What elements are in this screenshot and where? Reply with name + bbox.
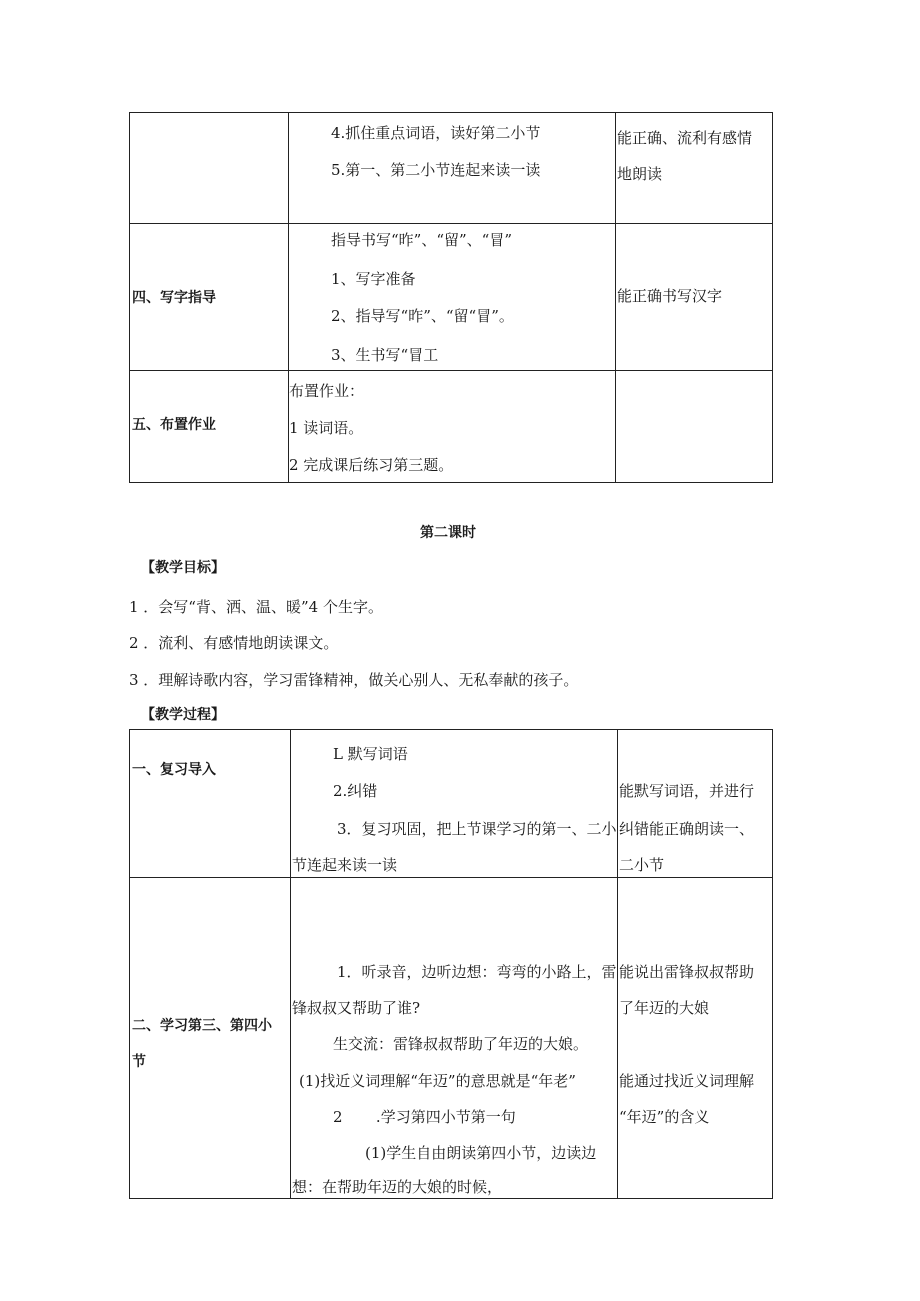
step-text: 布置作业： [289, 382, 365, 400]
step-text: 3、生书写“冒工 [331, 346, 439, 364]
table-row [130, 113, 773, 224]
process-heading: 【教学过程】 [141, 707, 225, 723]
step-text: 3．复习巩固，把上节课学习的第一、二小 [337, 820, 617, 838]
goal-cell [616, 371, 773, 483]
steps-cell [291, 730, 618, 878]
goal-text: 能通过找近义词理解 [619, 1072, 755, 1090]
goal-cell [618, 878, 773, 1199]
objective-item: 1 ．会写“背、洒、温、暖”4 个生字。 [129, 598, 383, 616]
stage-cell [130, 371, 289, 483]
stage-label: 一、复习导入 [132, 762, 216, 778]
step-text: 2.纠错 [333, 782, 378, 800]
step-text: L 默写词语 [333, 745, 408, 763]
goal-text: 了年迈的大娘 [619, 999, 710, 1017]
steps-cell [291, 878, 618, 1199]
stage-cell [130, 730, 291, 878]
step-text: 2 .学习第四小节第一句 [333, 1108, 516, 1126]
step-text: 4.抓住重点词语，读好第二小节 [331, 124, 541, 142]
lesson-plan-table-2 [129, 729, 773, 1199]
stage-cell [130, 878, 291, 1199]
stage-cell [130, 224, 289, 371]
step-text: 2、指导写“昨”、“留“冒”。 [331, 307, 514, 325]
step-text: 节连起来读一读 [292, 856, 398, 874]
steps-cell [289, 113, 616, 224]
step-text: 指导书写“昨”、“留”、“冒” [331, 231, 513, 249]
goal-text: 地朗读 [617, 165, 663, 183]
goal-text: 纠错能正确朗读一、 [619, 820, 755, 838]
step-text: 2 完成课后练习第三题。 [289, 456, 454, 474]
goal-text: “年迈”的含义 [619, 1108, 710, 1126]
goal-cell [616, 224, 773, 371]
table-row [130, 224, 773, 371]
table-row [130, 878, 773, 1199]
goal-text: 二小节 [619, 856, 665, 874]
goal-text: 能默写词语，并进行 [619, 782, 755, 800]
stage-label: 五、布置作业 [132, 417, 216, 433]
objectives-heading: 【教学目标】 [141, 560, 225, 576]
stage-label: 节 [132, 1054, 146, 1070]
step-text: (1)找近义词理解“年迈”的意思就是“年老” [299, 1072, 576, 1090]
step-text: 锋叔叔又帮助了谁? [292, 999, 421, 1017]
lesson-title: 第二课时 [420, 525, 476, 541]
goal-cell [618, 730, 773, 878]
goal-text: 能正确书写汉字 [617, 287, 723, 305]
step-text: 1．听录音，边听边想：弯弯的小路上，雷 [337, 963, 617, 981]
step-text: 1、写字准备 [331, 270, 416, 288]
steps-cell [289, 224, 616, 371]
table-row [130, 371, 773, 483]
objective-item: 2 ．流利、有感情地朗读课文。 [129, 634, 339, 652]
goal-cell [616, 113, 773, 224]
objective-item: 3 ．理解诗歌内容，学习雷锋精神，做关心别人、无私奉献的孩子。 [129, 671, 579, 689]
step-text: 5.第一、第二小节连起来读一读 [331, 161, 541, 179]
steps-cell [289, 371, 616, 483]
stage-label: 二、学习第三、第四小 [132, 1018, 272, 1034]
step-text: 想：在帮助年迈的大娘的时候， [292, 1178, 503, 1196]
stage-label: 四、写字指导 [132, 290, 216, 306]
step-text: (1)学生自由朗读第四小节，边读边 [365, 1144, 597, 1162]
stage-cell [130, 113, 289, 224]
goal-text: 能正确、流利有感情 [617, 129, 753, 147]
goal-text: 能说出雷锋叔叔帮助 [619, 963, 755, 981]
step-text: 1 读词语。 [289, 419, 364, 437]
step-text: 生交流：雷锋叔叔帮助了年迈的大娘。 [333, 1035, 589, 1053]
table-row [130, 730, 773, 878]
lesson-plan-table-1 [129, 112, 773, 483]
